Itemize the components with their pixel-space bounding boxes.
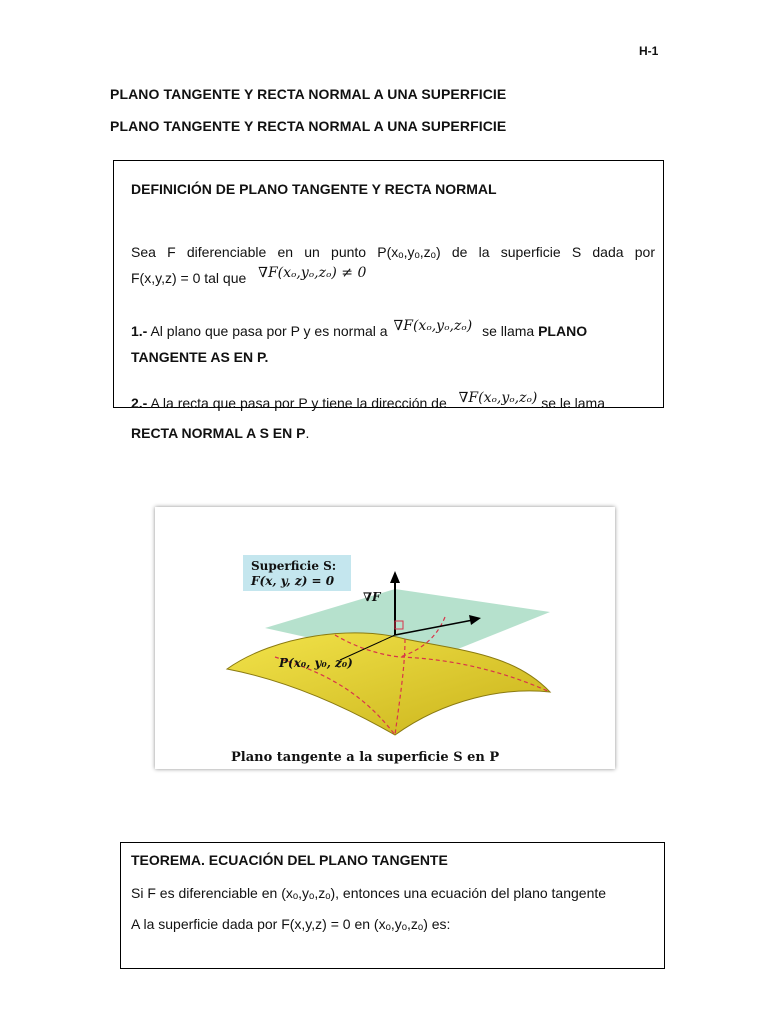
item-1-text: Al plano que pasa por P y es normal a	[150, 323, 388, 339]
gradient-formula: ∇F(xₒ,yₒ,zₒ)	[393, 318, 473, 334]
theorem-heading: TEOREMA. ECUACIÓN DEL PLANO TANGENTE	[131, 852, 448, 868]
definition-line-1: Sea F diferenciable en un punto P(xₒ,yₒ,zₒ) de la superficie S dada por	[131, 244, 655, 260]
item-1-number: 1.-	[131, 323, 148, 339]
page-number: H-1	[639, 44, 659, 58]
surface-label-line-1: Superficie S:	[251, 559, 337, 573]
gradient-nonzero-formula: ∇F(xₒ,yₒ,zₒ) ≠ 0	[258, 265, 367, 281]
surface-s	[227, 633, 550, 735]
normal-vector-arrowhead	[390, 571, 400, 583]
item-1-bold-term-cont: TANGENTE AS EN P.	[131, 349, 269, 365]
tangent-plane-illustration	[155, 507, 615, 769]
definition-line-2-prefix: F(x,y,z) = 0 tal que	[131, 270, 247, 286]
item-2-end: .	[305, 425, 310, 441]
figure-caption: Plano tangente a la superficie S en P	[231, 750, 500, 765]
definition-item-2-cont	[131, 420, 309, 446]
surface-label-line-2: F(x, y, z) = 0	[251, 574, 335, 588]
page-title-repeat: PLANO TANGENTE Y RECTA NORMAL A UNA SUPERFICIE	[110, 118, 507, 134]
definition-item-2	[131, 390, 605, 417]
gradient-formula-2: ∇F(xₒ,yₒ,zₒ)	[458, 390, 538, 406]
item-1-tail: se llama	[482, 323, 535, 339]
definition-item-1	[131, 318, 655, 345]
item-2-number: 2.-	[131, 395, 148, 411]
item-2-tail: se le lama	[541, 395, 606, 411]
gradient-label: ∇F	[363, 590, 381, 604]
item-2-text: A la recta que pasa por P y tiene la dirección de	[150, 395, 447, 411]
theorem-line-2: A la superficie dada por F(x,y,z) = 0 en (xₒ,yₒ,zₒ) es:	[131, 916, 451, 932]
page-title: PLANO TANGENTE Y RECTA NORMAL A UNA SUPERFICIE	[110, 86, 507, 102]
tangent-plane-figure	[155, 507, 615, 769]
item-2-bold-term: RECTA NORMAL A S EN P	[131, 425, 306, 441]
theorem-line-1: Si F es diferenciable en (xₒ,yₒ,zₒ), entonces una ecuación del plano tangente	[131, 885, 607, 901]
item-1-bold-term: PLANO	[538, 323, 588, 339]
definition-heading: DEFINICIÓN DE PLANO TANGENTE Y RECTA NORMAL	[131, 181, 497, 197]
definition-line-2	[131, 265, 366, 292]
point-p-label: P(x₀, y₀, z₀)	[279, 656, 353, 670]
